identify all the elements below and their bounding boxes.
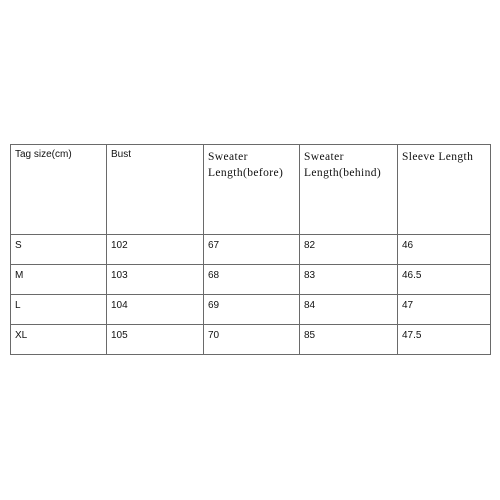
cell-length-before: 68	[204, 265, 300, 295]
cell-length-before: 67	[204, 235, 300, 265]
table-header-row	[11, 145, 491, 235]
size-chart-table	[10, 144, 491, 355]
cell-bust: 103	[107, 265, 204, 295]
header-tag-size: Tag size(cm)	[11, 145, 107, 235]
cell-sleeve-length: 46	[398, 235, 491, 265]
cell-bust: 105	[107, 325, 204, 355]
cell-length-before: 70	[204, 325, 300, 355]
table-row	[11, 235, 491, 265]
header-sweater-length-before: Sweater Length(before)	[204, 145, 300, 235]
header-bust: Bust	[107, 145, 204, 235]
cell-tag-size: S	[11, 235, 107, 265]
cell-length-behind: 85	[300, 325, 398, 355]
table-row	[11, 265, 491, 295]
cell-tag-size: L	[11, 295, 107, 325]
table-row	[11, 295, 491, 325]
header-sweater-length-behind: Sweater Length(behind)	[300, 145, 398, 235]
cell-length-behind: 84	[300, 295, 398, 325]
cell-length-behind: 83	[300, 265, 398, 295]
cell-tag-size: M	[11, 265, 107, 295]
cell-bust: 102	[107, 235, 204, 265]
cell-sleeve-length: 47.5	[398, 325, 491, 355]
table-row	[11, 325, 491, 355]
header-sleeve-length: Sleeve Length	[398, 145, 491, 235]
cell-length-behind: 82	[300, 235, 398, 265]
cell-length-before: 69	[204, 295, 300, 325]
cell-tag-size: XL	[11, 325, 107, 355]
cell-bust: 104	[107, 295, 204, 325]
cell-sleeve-length: 47	[398, 295, 491, 325]
cell-sleeve-length: 46.5	[398, 265, 491, 295]
